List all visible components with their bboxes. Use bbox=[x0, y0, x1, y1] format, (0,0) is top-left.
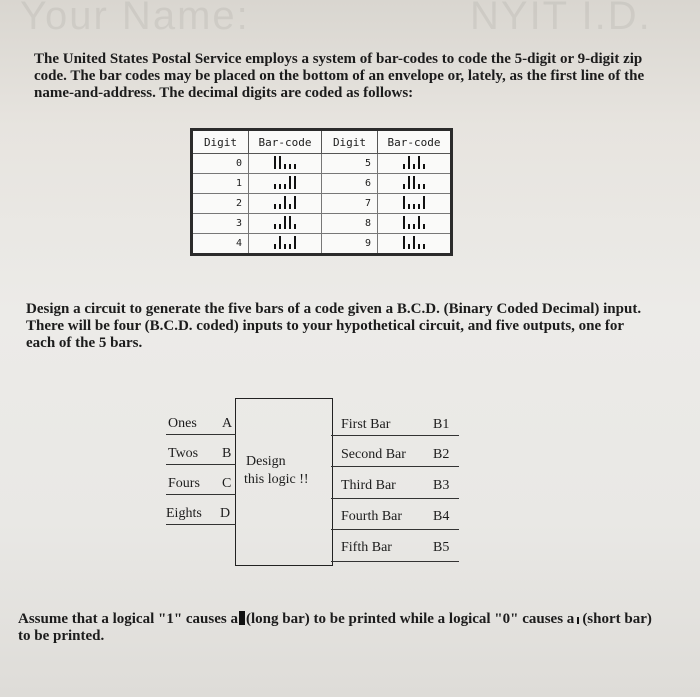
digit-cell: 9 bbox=[322, 234, 378, 255]
short-bar-mark bbox=[279, 184, 281, 189]
long-bar-mark bbox=[408, 176, 410, 189]
barcode-glyph bbox=[403, 195, 425, 209]
name-heading: Your Name: bbox=[20, 0, 250, 38]
short-bar-mark bbox=[413, 224, 415, 229]
long-bar-mark bbox=[294, 176, 296, 189]
barcode-glyph bbox=[403, 155, 425, 169]
long-bar-icon bbox=[239, 611, 245, 625]
output-pin-b5: B5 bbox=[433, 540, 450, 555]
long-bar-mark bbox=[279, 156, 281, 169]
short-bar-mark bbox=[284, 244, 286, 249]
short-bar-mark bbox=[423, 224, 425, 229]
barcode-glyph bbox=[403, 215, 425, 229]
short-bar-mark bbox=[423, 164, 425, 169]
assume-text-part1: Assume that a logical "1" causes a bbox=[18, 611, 238, 627]
short-bar-mark bbox=[274, 204, 276, 209]
digit-cell: 7 bbox=[322, 194, 378, 214]
short-bar-mark bbox=[289, 164, 291, 169]
input-pin-a: A bbox=[222, 416, 233, 431]
short-bar-mark bbox=[403, 184, 405, 189]
long-bar-mark bbox=[294, 236, 296, 249]
output-label-third-bar: Third Bar bbox=[341, 478, 396, 493]
short-bar-mark bbox=[284, 164, 286, 169]
short-bar-mark bbox=[294, 224, 296, 229]
short-bar-mark bbox=[274, 244, 276, 249]
long-bar-mark bbox=[289, 216, 291, 229]
col-header-barcode: Bar-code bbox=[378, 130, 452, 154]
input-wire bbox=[166, 464, 236, 465]
short-bar-mark bbox=[418, 184, 420, 189]
long-bar-mark bbox=[408, 156, 410, 169]
assume-paragraph bbox=[18, 611, 668, 645]
barcode-glyph bbox=[274, 235, 296, 249]
input-label-eights: Eights bbox=[166, 506, 202, 521]
barcode-glyph bbox=[403, 175, 425, 189]
design-box-label: Design bbox=[246, 454, 286, 469]
short-bar-mark bbox=[279, 204, 281, 209]
output-pin-b4: B4 bbox=[433, 509, 450, 524]
input-label-twos: Twos bbox=[168, 446, 199, 461]
output-pin-b3: B3 bbox=[433, 478, 450, 493]
col-header-digit: Digit bbox=[322, 130, 378, 154]
table-header-row bbox=[192, 130, 452, 154]
short-bar-mark bbox=[408, 204, 410, 209]
digit-cell: 4 bbox=[192, 234, 249, 255]
input-wire bbox=[166, 524, 236, 525]
short-bar-mark bbox=[274, 224, 276, 229]
assume-text-part3: (short bar) to be printed. bbox=[18, 611, 652, 644]
short-bar-mark bbox=[289, 204, 291, 209]
barcode-cell bbox=[249, 194, 322, 214]
input-pin-c: C bbox=[222, 476, 232, 491]
short-bar-mark bbox=[284, 184, 286, 189]
short-bar-mark bbox=[274, 184, 276, 189]
long-bar-mark bbox=[403, 196, 405, 209]
short-bar-mark bbox=[418, 244, 420, 249]
table-row bbox=[192, 154, 452, 174]
short-bar-mark bbox=[418, 204, 420, 209]
short-bar-mark bbox=[294, 164, 296, 169]
barcode-cell bbox=[378, 194, 452, 214]
long-bar-mark bbox=[413, 176, 415, 189]
input-wire bbox=[166, 434, 236, 435]
input-label-fours: Fours bbox=[168, 476, 200, 491]
short-bar-mark bbox=[423, 244, 425, 249]
barcode-glyph bbox=[274, 195, 296, 209]
barcode-glyph bbox=[274, 175, 296, 189]
long-bar-mark bbox=[413, 236, 415, 249]
digit-cell: 2 bbox=[192, 194, 249, 214]
table-row bbox=[192, 174, 452, 194]
short-bar-mark bbox=[413, 204, 415, 209]
output-wire bbox=[331, 529, 459, 530]
barcode-glyph bbox=[274, 215, 296, 229]
digit-cell: 6 bbox=[322, 174, 378, 194]
short-bar-mark bbox=[403, 164, 405, 169]
barcode-cell bbox=[378, 154, 452, 174]
barcode-cell bbox=[249, 214, 322, 234]
digit-cell: 8 bbox=[322, 214, 378, 234]
assume-text-part2: (long bar) to be printed while a logical "0" causes a bbox=[245, 611, 575, 627]
output-wire bbox=[331, 498, 459, 499]
barcode-cell bbox=[249, 154, 322, 174]
long-bar-mark bbox=[294, 196, 296, 209]
output-label-second-bar: Second Bar bbox=[341, 447, 406, 462]
intro-paragraph: The United States Postal Service employs a system of bar-codes to code the 5-digit or 9-digit zip code. The bar codes may be placed on the bottom of an envelope or, lately, as the first line of the name-and-address. The decimal digits are coded as follows: bbox=[34, 51, 645, 101]
table-body bbox=[192, 154, 452, 255]
long-bar-mark bbox=[274, 156, 276, 169]
output-wire bbox=[331, 435, 459, 436]
barcode-glyph bbox=[274, 155, 296, 169]
output-label-first-bar: First Bar bbox=[341, 417, 391, 432]
design-paragraph: Design a circuit to generate the five bars of a code given a B.C.D. (Binary Coded Decimal) input. There will be four (B.C.D. coded) inputs to your hypothetical circuit, and five outputs, one for each of the 5 bars. bbox=[26, 301, 642, 351]
long-bar-mark bbox=[284, 216, 286, 229]
long-bar-mark bbox=[289, 176, 291, 189]
output-label-fifth-bar: Fifth Bar bbox=[341, 540, 392, 555]
col-header-barcode: Bar-code bbox=[249, 130, 322, 154]
long-bar-mark bbox=[279, 236, 281, 249]
col-header-digit: Digit bbox=[192, 130, 249, 154]
input-label-ones: Ones bbox=[168, 416, 197, 431]
digit-cell: 3 bbox=[192, 214, 249, 234]
digit-cell: 5 bbox=[322, 154, 378, 174]
long-bar-mark bbox=[403, 216, 405, 229]
long-bar-mark bbox=[284, 196, 286, 209]
output-wire bbox=[331, 466, 459, 467]
short-bar-icon bbox=[577, 617, 579, 624]
short-bar-mark bbox=[423, 184, 425, 189]
output-wire bbox=[331, 561, 459, 562]
design-box-label: this logic !! bbox=[244, 472, 309, 487]
digit-cell: 0 bbox=[192, 154, 249, 174]
long-bar-mark bbox=[423, 196, 425, 209]
barcode-cell bbox=[378, 234, 452, 255]
output-label-fourth-bar: Fourth Bar bbox=[341, 509, 403, 524]
barcode-cell bbox=[378, 174, 452, 194]
short-bar-mark bbox=[413, 164, 415, 169]
table-row bbox=[192, 214, 452, 234]
barcode-cell bbox=[249, 234, 322, 255]
barcode-cell bbox=[378, 214, 452, 234]
barcode-cell bbox=[249, 174, 322, 194]
input-pin-d: D bbox=[220, 506, 231, 521]
table-row bbox=[192, 194, 452, 214]
long-bar-mark bbox=[403, 236, 405, 249]
short-bar-mark bbox=[408, 224, 410, 229]
table-row bbox=[192, 234, 452, 255]
input-wire bbox=[166, 494, 236, 495]
barcode-glyph bbox=[403, 235, 425, 249]
input-pin-b: B bbox=[222, 446, 232, 461]
short-bar-mark bbox=[408, 244, 410, 249]
short-bar-mark bbox=[289, 244, 291, 249]
long-bar-mark bbox=[418, 216, 420, 229]
digit-cell: 1 bbox=[192, 174, 249, 194]
output-pin-b2: B2 bbox=[433, 447, 450, 462]
id-heading: NYIT I.D. bbox=[470, 0, 652, 38]
short-bar-mark bbox=[279, 224, 281, 229]
output-pin-b1: B1 bbox=[433, 417, 450, 432]
barcode-table bbox=[190, 128, 453, 256]
long-bar-mark bbox=[418, 156, 420, 169]
